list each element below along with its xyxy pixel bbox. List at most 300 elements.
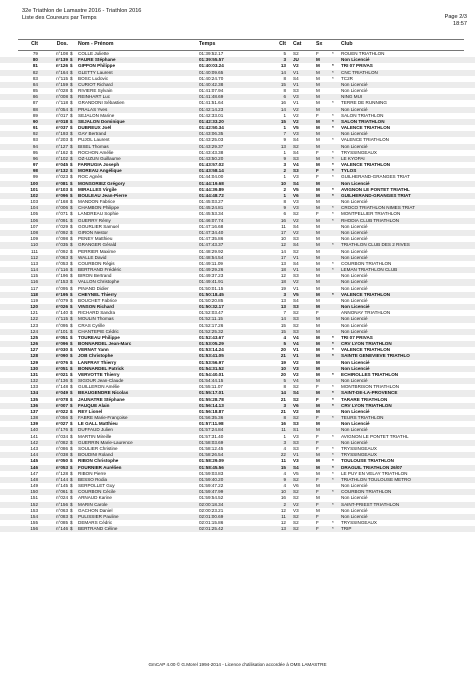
dossard-marker: $ — [70, 162, 73, 168]
runner-name: BESSO Rodia — [78, 476, 108, 482]
licensed-marker: * — [332, 112, 334, 118]
dossard-marker: $ — [70, 489, 73, 495]
club-name: Non Licencié — [341, 316, 368, 322]
runner-name: MOREAU Angélique — [78, 168, 122, 174]
club-name: COURBON TRIATHLON — [341, 489, 392, 495]
dossard-marker: $ — [70, 186, 73, 192]
category-rank: 19 — [280, 285, 286, 291]
bib-number: n°092 — [55, 229, 68, 235]
club-name: Non Licencié — [341, 223, 368, 229]
dossard-marker: $ — [70, 81, 73, 87]
sex: M — [316, 402, 320, 408]
club-name: SAINT-DE-LA-PROVENCE — [341, 390, 398, 396]
finish-time: 01:43:50.20 — [199, 155, 224, 161]
bib-number: n°128 — [55, 470, 68, 476]
category-rank: 10 — [280, 180, 286, 186]
finish-time: 01:53:05.29 — [199, 341, 224, 347]
sex: M — [316, 334, 320, 340]
dossard-marker: $ — [70, 229, 73, 235]
sex: M — [316, 378, 320, 384]
club-name: Non Licencié — [341, 180, 370, 186]
dossard-marker: $ — [70, 507, 73, 513]
dossard-marker: $ — [70, 520, 73, 526]
licensed-marker: * — [332, 526, 334, 532]
category: S2 — [293, 310, 299, 316]
category-rank: 15 — [280, 464, 286, 470]
sex: M — [316, 365, 320, 371]
overall-rank: 156 — [30, 526, 38, 532]
sex: M — [316, 143, 320, 149]
club-name: TRYSSINGEAUX — [341, 149, 377, 155]
bib-number: n°071 — [55, 211, 68, 217]
dossard-marker: $ — [70, 446, 73, 451]
finish-time: 01:44:48.72 — [199, 192, 224, 198]
sex: M — [316, 359, 320, 365]
bib-number: n°006 — [55, 205, 68, 211]
finish-time: 01:47:34.40 — [199, 229, 224, 235]
sex: F — [316, 310, 319, 316]
category-rank: 4 — [283, 334, 286, 340]
runner-name: LE GALL Matthieu — [78, 421, 118, 427]
overall-rank: 110 — [30, 242, 38, 248]
licensed-marker: * — [332, 192, 334, 198]
finish-time: 01:49:29.26 — [199, 267, 224, 273]
results-table — [0, 51, 475, 532]
overall-rank: 147 — [30, 470, 38, 476]
sex: M — [316, 223, 320, 229]
category-rank: 16 — [280, 217, 286, 223]
bib-number: n°148 — [55, 384, 68, 390]
club-name: ROUEN TRIATHLON — [341, 51, 385, 56]
finish-time: 01:40:09.65 — [199, 69, 224, 75]
overall-rank: 128 — [30, 353, 38, 359]
finish-time: 01:43:06.35 — [199, 131, 224, 137]
finish-time: 01:52:43.67 — [199, 334, 224, 340]
runner-name: FABRE Marie-Françoise — [78, 415, 128, 421]
club-name: Non Licencié — [341, 359, 370, 365]
page-number: Page 2/3 — [444, 14, 467, 20]
sex: M — [316, 100, 320, 106]
finish-time: 01:43:57.02 — [199, 162, 224, 168]
runner-name: BONNARDEL Jean-Marc — [78, 341, 132, 347]
licensed-marker: * — [332, 174, 334, 180]
category-rank: 8 — [283, 75, 286, 81]
finish-time: 01:59:47.22 — [199, 483, 224, 489]
club-name: GUILHERAND-GRANGES TRIAT — [341, 192, 411, 198]
dossard-marker: $ — [70, 291, 73, 297]
finish-time: 01:40:42.38 — [199, 81, 224, 87]
sex: M — [316, 452, 320, 458]
licensed-marker: * — [332, 501, 334, 507]
club-name: Non Licencié — [341, 81, 368, 87]
runner-name: BOSC Ludovic — [78, 75, 109, 81]
category-rank: 4 — [283, 470, 286, 476]
licensed-marker: * — [332, 267, 334, 273]
category: S4 — [293, 180, 299, 186]
finish-time: 01:44:39.89 — [199, 186, 224, 192]
licensed-marker: * — [332, 205, 334, 211]
overall-rank: 146 — [30, 464, 38, 470]
overall-rank: 129 — [30, 359, 38, 365]
finish-time: 01:47:16.68 — [199, 223, 224, 229]
club-name: TC2R — [341, 75, 353, 81]
category: S3 — [293, 273, 299, 279]
dossard-marker: $ — [70, 125, 73, 131]
overall-rank: 149 — [30, 483, 38, 489]
col-header-club: Club — [341, 41, 353, 47]
bib-number: n°051 — [55, 334, 68, 340]
sex: M — [316, 470, 320, 476]
bib-number: n°145 — [55, 483, 68, 489]
sex: F — [316, 439, 319, 445]
sex: M — [316, 69, 320, 75]
runner-name: PUJOL Laurent — [78, 137, 110, 143]
runner-name: BIRON Bertrand — [78, 273, 112, 279]
overall-rank: 89 — [32, 112, 38, 118]
licensed-marker: * — [332, 118, 334, 124]
bib-number: n°086 — [55, 446, 68, 451]
club-name: TRYSSINGEAUX — [341, 452, 377, 458]
club-name: Non Licencié — [341, 365, 370, 371]
runner-name: REINHART Luc — [78, 94, 110, 100]
category-rank: 4 — [283, 483, 286, 489]
runner-name: GRANGER Gérald — [78, 242, 117, 248]
bib-number: n°146 — [55, 526, 68, 532]
finish-time: 01:55:28.78 — [199, 396, 224, 402]
category-rank: 8 — [283, 384, 286, 390]
licensed-marker: * — [332, 211, 334, 217]
bib-number: n°096 — [55, 192, 68, 198]
finish-time: 01:58:29.09 — [199, 458, 224, 464]
bib-number: n°056 — [55, 415, 68, 421]
licensed-marker: * — [332, 396, 334, 402]
finish-time: 01:53:14.24 — [199, 347, 224, 353]
category-rank: 14 — [280, 69, 286, 75]
runner-name: BEAUGENDRE Nicolas — [78, 390, 129, 396]
club-name: SALON TRIATHLON — [341, 118, 385, 124]
dossard-marker: $ — [70, 69, 73, 75]
category: S2 — [293, 476, 299, 482]
category: S3 — [293, 439, 299, 445]
category-rank: 4 — [283, 446, 286, 451]
dossard-marker: $ — [70, 273, 73, 279]
category: V1 — [293, 81, 299, 87]
finish-time: 01:52:11.15 — [199, 316, 223, 322]
runner-name: MARTIN Mireille — [78, 433, 112, 439]
finish-time: 01:45:53.34 — [199, 211, 224, 217]
category-rank: 1 — [283, 125, 286, 131]
club-name: Non Licencié — [341, 229, 368, 235]
sex: M — [316, 242, 320, 248]
bib-number: n°193 — [55, 131, 68, 137]
overall-rank: 103 — [30, 199, 38, 205]
bib-number: n°139 — [55, 57, 68, 63]
category-rank: 10 — [280, 365, 286, 371]
sex: M — [316, 341, 320, 347]
bib-number: n°140 — [55, 310, 68, 316]
bib-number: n°102 — [55, 155, 68, 161]
overall-rank: 85 — [32, 88, 38, 94]
category-rank: 1 — [283, 112, 286, 118]
finish-time: 01:49:41.91 — [199, 279, 224, 285]
dossard-marker: $ — [70, 513, 73, 519]
finish-time: 01:42:50.34 — [199, 125, 224, 131]
overall-rank: 151 — [30, 495, 38, 501]
runner-name: GIPPON Philippe — [78, 63, 116, 69]
finish-time: 01:52:25.32 — [199, 328, 224, 334]
runner-name: VERVOTTE Thierry — [78, 371, 120, 377]
category-rank: 3 — [283, 402, 286, 408]
runner-name: LANDREAU Sophie — [78, 211, 119, 217]
finish-time: 01:55:17.01 — [199, 390, 224, 396]
finish-time: 01:57:24.84 — [199, 427, 224, 433]
club-name: MONTPELLIER TRIATHLON — [341, 211, 401, 217]
category: V2 — [293, 63, 299, 69]
finish-time: 02:00:18.34 — [199, 501, 224, 507]
category: V1 — [293, 100, 299, 106]
runner-name: COLLE Juliette — [78, 51, 109, 56]
sex: M — [316, 322, 320, 328]
col-header-sex: Sx — [316, 41, 323, 47]
bib-number: n°028 — [55, 88, 68, 94]
dossard-marker: $ — [70, 149, 73, 155]
category-rank: 9 — [283, 205, 286, 211]
overall-rank: 92 — [32, 131, 38, 137]
category-rank: 8 — [283, 415, 286, 421]
runner-name: RICHARD Sandra — [78, 310, 116, 316]
club-name: VALENCE TRIATHLON — [341, 162, 391, 168]
finish-time: 01:58:12.45 — [199, 446, 224, 451]
runner-name: GAY Bertrand — [78, 131, 107, 137]
finish-time: 01:42:33.20 — [199, 118, 224, 124]
finish-time: 01:43:58.14 — [199, 168, 224, 174]
finish-time: 01:48:29.92 — [199, 248, 224, 254]
sex: F — [316, 168, 319, 174]
runner-name: BERTRAND Frédéric — [78, 267, 122, 273]
overall-rank: 87 — [32, 100, 38, 106]
category-rank: 9 — [283, 137, 286, 143]
club-name: TRIATHLON CLUB DES 2 RIVES — [341, 242, 410, 248]
bib-number: n°132 — [55, 168, 68, 174]
overall-rank: 102 — [30, 192, 38, 198]
category: S4 — [293, 223, 299, 229]
club-name: Non Licencié — [341, 273, 368, 279]
category: V2 — [293, 371, 299, 377]
category-rank: 17 — [280, 229, 286, 235]
bib-number: n°035 — [55, 242, 68, 248]
category-rank: 2 — [283, 501, 286, 507]
runner-name: SIGOUR Jean-Claude — [78, 378, 124, 384]
category: S2 — [293, 520, 299, 526]
sex: F — [316, 149, 319, 155]
finish-time: 02:01:00.69 — [199, 513, 224, 519]
finish-time: 01:47:35.86 — [199, 236, 224, 242]
sex: M — [316, 353, 320, 359]
category: S2 — [293, 248, 299, 254]
finish-time: 01:58:26.54 — [199, 452, 224, 458]
sex: F — [316, 384, 319, 390]
overall-rank: 113 — [30, 260, 38, 266]
category-rank: 6 — [283, 211, 286, 217]
dossard-marker: $ — [70, 334, 73, 340]
sex: M — [316, 88, 320, 94]
runner-name: PERRIER Maxime — [78, 248, 116, 254]
sex: M — [316, 118, 320, 124]
category-rank: 11 — [281, 513, 286, 519]
dossard-marker: $ — [70, 371, 73, 377]
licensed-marker: * — [332, 291, 334, 297]
category-rank: 12 — [280, 242, 286, 248]
dossard-marker: $ — [70, 359, 73, 365]
runner-name: BONNARDEL Patrick — [78, 365, 124, 371]
finish-time: 01:53:41.05 — [199, 353, 224, 359]
col-header-dossard: Dos. — [56, 41, 68, 47]
category: V5 — [293, 186, 299, 192]
overall-rank: 130 — [30, 365, 38, 371]
dossard-marker: $ — [70, 304, 73, 310]
category-rank: 20 — [280, 371, 286, 377]
category: V2 — [293, 106, 299, 112]
dossard-marker: $ — [70, 476, 73, 482]
col-header-category: Cat — [293, 41, 302, 47]
licensed-marker: * — [332, 341, 334, 347]
category-rank: 9 — [283, 155, 286, 161]
dossard-marker: $ — [70, 415, 73, 421]
runner-name: ROC Agnès — [78, 174, 103, 180]
bib-number: n°156 — [55, 501, 68, 507]
dossard-marker: $ — [70, 310, 73, 316]
overall-rank: 116 — [30, 279, 38, 285]
club-name: TOULOUSE TRIATHLON — [341, 458, 394, 464]
club-name: Non Licencié — [341, 279, 368, 285]
bib-number: n°136 — [55, 378, 68, 384]
runner-name: RIBON Christophe — [78, 458, 119, 464]
bib-number: n°021 — [55, 371, 68, 377]
category-rank: 13 — [280, 526, 286, 532]
runner-name: LANFRAY Thierry — [78, 359, 117, 365]
category-rank: 1 — [283, 149, 286, 155]
col-header-cat-rank: Clt — [279, 41, 286, 47]
finish-time: 01:43:25.03 — [199, 137, 224, 143]
sex: F — [316, 489, 319, 495]
bib-number: n°091 — [55, 217, 68, 223]
runner-name: BISEL Thomas — [78, 143, 109, 149]
club-name: Non Licencié — [341, 421, 370, 427]
dossard-marker: $ — [70, 421, 73, 427]
category-rank: 1 — [283, 174, 286, 180]
dossard-marker: $ — [70, 217, 73, 223]
licensed-marker: * — [332, 242, 334, 248]
category-rank: 17 — [280, 254, 286, 260]
category: V5 — [293, 291, 299, 297]
dossard-marker: $ — [70, 174, 73, 180]
finish-time: 01:59:03.83 — [199, 470, 224, 476]
overall-rank: 126 — [30, 341, 38, 347]
finish-time: 01:39:52.17 — [199, 51, 224, 56]
dossard-marker: $ — [70, 143, 73, 149]
sex: F — [316, 513, 319, 519]
finish-time: 01:44:04.00 — [199, 174, 224, 180]
category-rank: 15 — [280, 81, 286, 87]
dossard-marker: $ — [70, 365, 73, 371]
category-rank: 13 — [280, 304, 286, 310]
runner-name: VINSON Richard — [78, 304, 114, 310]
category: S4 — [293, 260, 299, 266]
runner-name: FOURNIER Aurélien — [78, 464, 122, 470]
category-rank: 22 — [280, 452, 286, 458]
category-rank: 2 — [283, 186, 286, 192]
category-rank: 21 — [280, 353, 286, 359]
sex: F — [316, 112, 319, 118]
bib-number: n°061 — [55, 489, 68, 495]
runner-name: REY Lionel — [78, 408, 103, 414]
licensed-marker: * — [332, 137, 334, 143]
runner-name: CHANTEPIE Cédric — [78, 328, 119, 334]
category-rank: 12 — [280, 273, 286, 279]
dossard-marker: $ — [70, 285, 73, 291]
category-rank: 2 — [283, 168, 286, 174]
column-header-row — [0, 41, 475, 49]
licensed-marker: * — [332, 458, 334, 464]
sex: M — [316, 458, 320, 464]
overall-rank: 122 — [30, 316, 38, 322]
overall-rank: 83 — [32, 75, 38, 81]
club-name: CRV LYON TRIATHLON — [341, 341, 392, 347]
category-rank: 14 — [280, 248, 286, 254]
dossard-marker: $ — [70, 458, 73, 464]
finish-time: 01:50:01.15 — [199, 285, 224, 291]
overall-rank: 133 — [30, 384, 38, 390]
dossard-marker: $ — [70, 106, 73, 112]
runner-name: CRAS Cyrille — [78, 322, 105, 328]
sex: M — [316, 94, 320, 100]
club-name: ECHIROLLES TRIATHLON — [341, 371, 399, 377]
category: S2 — [293, 489, 299, 495]
runner-name: PULISSIER Pauline — [78, 513, 119, 519]
category: S4 — [293, 242, 299, 248]
runner-name: GLETTY Laurent — [78, 69, 113, 75]
dossard-marker: $ — [70, 402, 73, 408]
dossard-marker: $ — [70, 254, 73, 260]
category-rank: 16 — [280, 495, 286, 501]
category: JU — [293, 57, 299, 63]
category: S4 — [293, 75, 299, 81]
sex: M — [316, 254, 320, 260]
col-header-time: Temps — [199, 41, 216, 47]
dossard-marker: $ — [70, 439, 73, 445]
sex: F — [316, 51, 319, 56]
club-name: DRAGUIL TRIATHLON 26/07 — [341, 464, 403, 470]
runner-name: ROCHON Amélie — [78, 149, 114, 155]
category: V3 — [293, 458, 299, 464]
dossard-marker: $ — [70, 341, 73, 347]
dossard-marker: $ — [70, 168, 73, 174]
finish-time: 01:49:11.09 — [199, 260, 223, 266]
finish-time: 01:43:29.37 — [199, 143, 224, 149]
overall-rank: 111 — [31, 248, 38, 254]
finish-time: 01:40:24.70 — [199, 75, 224, 81]
runner-name: SEJALON Marine — [78, 112, 115, 118]
runner-name: SEJALON Dominique — [78, 118, 125, 124]
finish-time: 01:43:43.38 — [199, 149, 224, 155]
licensed-marker: * — [332, 415, 334, 421]
club-name: TRI 07 PRIVAS — [341, 63, 373, 69]
bib-number: n°195 — [55, 291, 68, 297]
finish-time: 01:45:03.27 — [199, 199, 224, 205]
club-name: SALON TRIATHLON — [341, 112, 384, 118]
finish-time: 01:42:33.01 — [199, 112, 224, 118]
overall-rank: 121 — [30, 310, 38, 316]
